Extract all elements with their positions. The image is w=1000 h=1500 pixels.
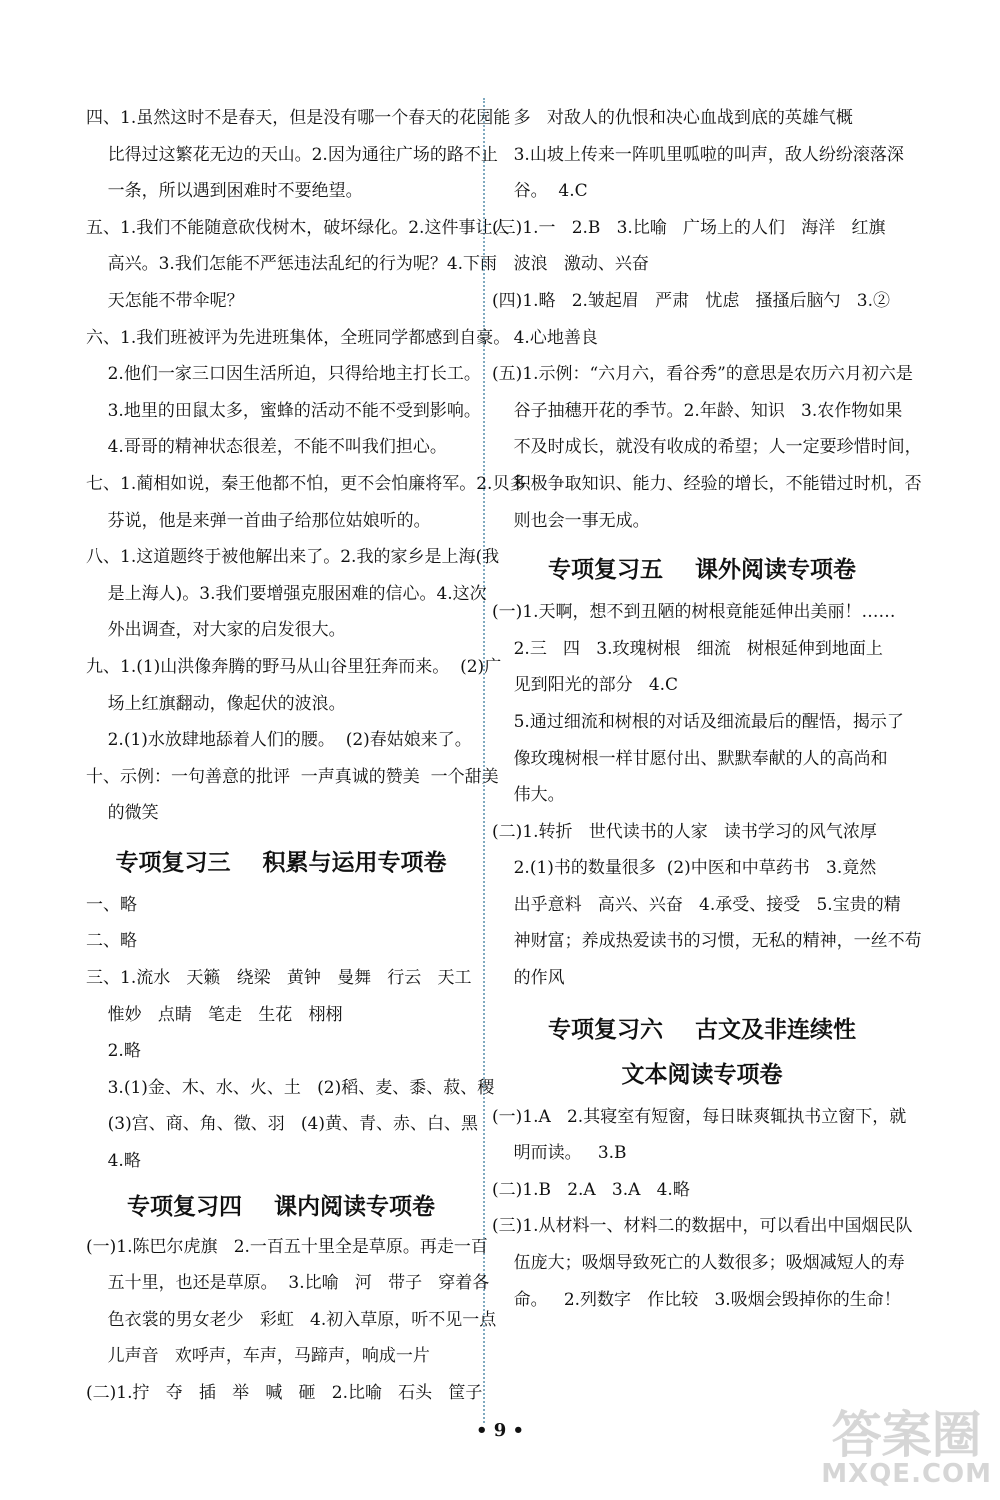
- answer-line: 见到阳光的部分 4.C: [492, 675, 679, 696]
- answer-line: (三)1.从材料一、材料二的数据中，可以看出中国烟民队: [492, 1216, 913, 1237]
- section-title-3: 专项复习三 积累与运用专项卷: [115, 849, 447, 876]
- answer-line: 3.(1)金、木、水、火、土 (2)稻、麦、黍、菽、稷: [86, 1077, 495, 1098]
- answer-line: 比得过这繁花无边的天山。2.因为通往广场的路不止: [86, 144, 498, 165]
- watermark-logo-text: 答案圈: [831, 1406, 982, 1464]
- answers-block-section-5: [492, 594, 922, 997]
- section-title-6-line-1: 专项复习六 古文及非连续性: [547, 1016, 857, 1043]
- answer-line: 2.他们一家三口因生活所迫，只得给地主打长工。: [86, 364, 481, 385]
- answers-block-section-6: [492, 1099, 912, 1319]
- answers-block-section-4: [86, 1229, 497, 1412]
- answer-line: 3.山坡上传来一阵叽里呱啦的叫声，敌人纷纷滚落深: [492, 144, 904, 165]
- answer-line: 4.心地善良: [492, 327, 598, 348]
- answer-line: 4.哥哥的精神状态很差，不能不叫我们担心。: [86, 437, 447, 458]
- answer-line: 天怎能不带伞呢？: [86, 290, 244, 311]
- answer-line: 2.三 四 3.玫瑰树根 细流 树根延伸到地面上: [492, 638, 883, 659]
- answer-line: 明而读。 3.B: [492, 1143, 627, 1164]
- answer-line: 4.略: [86, 1151, 141, 1172]
- answer-line: 六、1.我们班被评为先进班集体，全班同学都感到自豪。: [86, 327, 511, 348]
- right-column: [492, 100, 922, 1318]
- answer-line: 八、1.这道题终于被他解出来了。2.我的家乡是上海(我: [86, 547, 500, 568]
- answer-line: 芬说，他是来弹一首曲子给那位姑娘听的。: [86, 510, 431, 531]
- answer-line: 不及时成长，就没有收成的希望；人一定要珍惜时间，: [492, 437, 922, 458]
- answer-line: (二)1.转折 世代读书的人家 读书学习的风气浓厚: [492, 821, 877, 842]
- answer-line: 外出调查，对大家的启发很大。: [86, 620, 346, 641]
- answer-line: 一、略: [86, 894, 137, 915]
- answer-line: 命。 2.列数字 作比较 3.吸烟会毁掉你的生命！: [492, 1289, 901, 1310]
- answer-line: (五)1.示例：“六月六，看谷秀”的意思是农历六月初六是: [492, 364, 913, 385]
- section-title-6-line-2: 文本阅读专项卷: [621, 1061, 783, 1088]
- answer-line: 2.(1)书的数量很多 (2)中医和中草药书 3.竟然: [492, 858, 877, 879]
- answers-block-left-top: [86, 100, 527, 832]
- answer-line: 神财富；养成热爱读书的习惯，无私的精神，一丝不苟: [492, 931, 922, 952]
- answer-line: (一)1.陈巴尔虎旗 2.一百五十里全是草原。再走一百: [86, 1236, 488, 1257]
- answer-line: 2.(1)水放肆地舔着人们的腰。 (2)春姑娘来了。: [86, 730, 472, 751]
- answer-line: 伟大。: [492, 785, 565, 806]
- column-divider: [483, 98, 485, 1423]
- answer-line: 十、示例：一句善意的批评 一声真诚的赞美 一个甜美: [86, 766, 499, 787]
- answer-line: 多 对敌人的仇恨和决心血战到底的英雄气概: [492, 108, 853, 128]
- watermark-url: MXQE.COM: [821, 1459, 992, 1489]
- answer-line: 3.地里的田鼠太多，蜜蜂的活动不能不受到影响。: [86, 400, 481, 421]
- answer-line: 惟妙 点睛 笔走 生花 栩栩: [86, 1004, 343, 1025]
- answer-line: 五、1.我们不能随意砍伐树木，破坏绿化。2.这件事让人: [86, 217, 510, 238]
- answer-line: 儿声音 欢呼声，车声，马蹄声，响成一片: [86, 1346, 430, 1367]
- answer-line: (一)1.A 2.其寝室有短窗，每日昧爽辄执书立窗下，就: [492, 1106, 907, 1127]
- answer-line: (二)1.拧 夺 插 举 喊 砸 2.比喻 石头 筐子: [86, 1383, 483, 1403]
- answer-line: 积极争取知识、能力、经验的增长，不能错过时机，否: [492, 473, 922, 494]
- answer-line: 像玫瑰树根一样甘愿付出、默默奉献的人的高尚和: [492, 748, 888, 769]
- answer-line: (二)1.B 2.A 3.A 4.略: [492, 1179, 690, 1200]
- section-title-5: 专项复习五 课外阅读专项卷: [547, 557, 857, 584]
- answer-line: 高兴。3.我们怎能不严惩违法乱纪的行为呢？4.下雨: [86, 254, 498, 275]
- answer-line: 七、1.蔺相如说，秦王他都不怕，更不会怕廉将军。2.贝多: [86, 473, 527, 494]
- answer-line: 则也会一事无成。: [492, 510, 650, 531]
- answer-line: 场上红旗翻动，像起伏的波浪。: [86, 693, 346, 714]
- answers-block-section-3: [86, 887, 495, 1180]
- answer-line: 伍庞大；吸烟导致死亡的人数很多；吸烟减短人的寿: [492, 1253, 905, 1274]
- answer-line: 的微笑: [86, 803, 159, 824]
- section-title-4: 专项复习四 课内阅读专项卷: [126, 1193, 436, 1220]
- answers-block-right-top: [492, 100, 922, 539]
- answer-line: 出乎意料 高兴、兴奋 4.承受、接受 5.宝贵的精: [492, 894, 901, 915]
- answer-line: 5.通过细流和树根的对话及细流最后的醒悟，揭示了: [492, 711, 904, 732]
- answer-line: 谷子抽穗开花的季节。2.年龄、知识 3.农作物如果: [492, 400, 903, 421]
- answer-line: (四)1.略 2.皱起眉 严肃 忧虑 搔搔后脑勺 3.②: [492, 290, 890, 311]
- page-number: • 9 •: [475, 1420, 525, 1441]
- answer-line: 一条，所以遇到困难时不要绝望。: [86, 181, 363, 202]
- answer-line: (三)1.一 2.B 3.比喻 广场上的人们 海洋 红旗: [492, 217, 886, 238]
- answer-line: 的作风: [492, 968, 565, 989]
- answer-line: 二、略: [86, 931, 137, 952]
- watermark-logo: [821, 1406, 992, 1489]
- answer-line: 2.略: [86, 1041, 141, 1062]
- answer-line: 九、1.(1)山洪像奔腾的野马从山谷里狂奔而来。 (2)广: [86, 656, 502, 677]
- left-column: [86, 100, 527, 1412]
- answer-line: 是上海人)。3.我们要增强克服困难的信心。4.这次: [86, 583, 487, 604]
- answer-line: (一)1.天啊，想不到丑陋的树根竟能延伸出美丽！……: [492, 602, 896, 623]
- answer-line: 色衣裳的男女老少 彩虹 4.初入草原，听不见一点: [86, 1309, 497, 1330]
- answer-line: 五十里，也还是草原。 3.比喻 河 带子 穿着各: [86, 1273, 490, 1294]
- answer-line: 波浪 激动、兴奋: [492, 254, 649, 275]
- answer-line: 四、1.虽然这时不是春天，但是没有哪一个春天的花园能: [86, 108, 511, 128]
- answer-line: 三、1.流水 天籁 绕梁 黄钟 曼舞 行云 天工: [86, 968, 472, 989]
- answer-line: 谷。 4.C: [492, 181, 588, 202]
- answer-line: (3)宫、商、角、徵、羽 (4)黄、青、赤、白、黑: [86, 1114, 478, 1135]
